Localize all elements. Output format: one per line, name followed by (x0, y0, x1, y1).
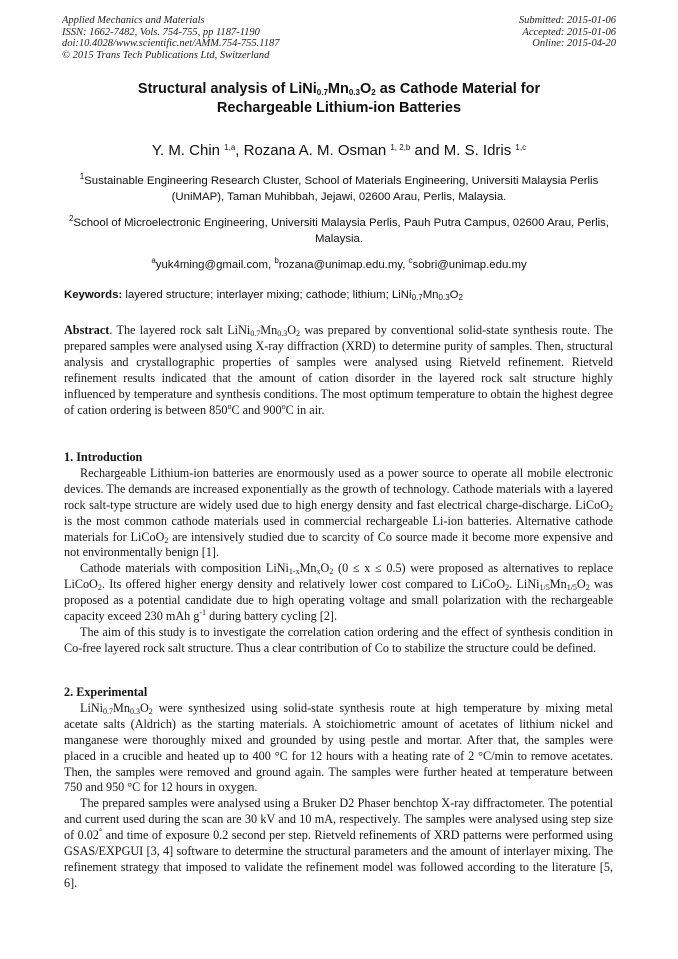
intro-paragraph-3: The aim of this study is to investigate the correlation cation ordering and the effect of synthesis condition in Co-free layered rock salt structure. Thus a clear contribution of Co to stabilize the structure could be defined. (64, 624, 613, 655)
email-b[interactable]: rozana@unimap.edu.my, (278, 259, 409, 271)
journal-name: Applied Mechanics and Materials (62, 15, 205, 26)
date-submitted: Submitted: 2015-01-06 (518, 15, 616, 26)
author-2: , Rozana A. M. Osman (235, 142, 391, 159)
email-c[interactable]: sobri@unimap.edu.my (412, 259, 527, 271)
abstract-paragraph: Abstract. The layered rock salt $LiNi_{0.7}Mn_{0.3}O_2$ was prepared by conventional solid-state synthesis route. The prepared samples were analysed using X-ray diffraction (XRD) to determine purity of samples. Then, structural analysis and crystallographic properties of samples were analysed using Rietveld refinement. Rietveld refinement results indicated that the amount of cation disorder in the layered rock salt structure highly influenced by temperature and synthesis conditions. The most optimum temperature to obtain the highest degree of cation ordering is between 850$^o$C and 900$^o$C in air. (64, 323, 613, 417)
author-list: Y. M. Chin $^{1,a}$, Rozana A. M. Osman $^{1, 2,b}$ and M. S. Idris $^{1,c}$ (151, 142, 527, 159)
author-3: and M. S. Idris (410, 142, 516, 159)
section-heading-experimental: 2. Experimental (64, 685, 148, 699)
journal-copyright: © 2015 Trans Tech Publications Ltd, Switzerland (62, 49, 270, 61)
journal-issn: ISSN: 1662-7482, Vols. 754-755, pp 1187-1190 (62, 26, 260, 38)
section-introduction (64, 450, 613, 657)
intro-paragraph-1: Rechargeable Lithium-ion batteries are enormously used as a power source to operate all mobile electronic devices. The demands are increased exponentially as the growth of technology. Cathode materials with a layered rock salt-type structure are widely used due to high energy density and fast electrical charge-discharge. LiCoO$_2$ is the most common cathode materials used in commercial rechargeable Li-ion batteries. Alternative cathode materials for LiCoO$_2$ are intensively studied due to scarcity of Co source made it become more expensive and not environmentally benign [1]. (64, 465, 614, 560)
affiliation-1: $^1$Sustainable Engineering Research Cluster, School of Materials Engineering, Universiti Malaysia Perlis (UniMAP), Taman Muhibbah, Jejawi, 02600 Arau, Perlis, Malaysia. (79, 172, 599, 203)
publication-dates (519, 15, 616, 50)
section-experimental (64, 685, 613, 892)
date-accepted: Accepted: 2015-01-06 (522, 26, 616, 38)
experimental-paragraph-2: The prepared samples were analysed using a Bruker D2 Phaser benchtop X-ray diffractometer. The potential and current used during the scan are 30 kV and 10 mA, respectively. The samples were analysed using step size of 0.02° and time of exposure 0.2 second per step. Rietveld refinements of XRD patterns were performed using GSAS/EXPGUI [3, 4] software to determine the structural parameters and the amount of interlayer mixing. The refinement strategy that imposed to validate the refinement model was followed according to the literature [5, 6]. (64, 796, 613, 890)
author-1: Y. M. Chin (151, 142, 225, 159)
author-emails: $^a$yuk4ming@gmail.com, $^b$rozana@unimap.edu.my, $^c$sobri@unimap.edu.my (151, 256, 527, 271)
affiliation-2: $^2$School of Microelectronic Engineering, Universiti Malaysia Perlis, Pauh Putra Campus, 02600 Arau, Perlis, Malaysia. (68, 214, 610, 245)
email-a[interactable]: yuk4ming@gmail.com, (155, 259, 275, 271)
section-heading-introduction: 1. Introduction (64, 450, 143, 464)
title-line-1: Structural analysis of $LiNi_{0.7}Mn_{0.3}O_2$ as Cathode Material for (137, 81, 541, 97)
abstract (64, 323, 613, 418)
journal-doi[interactable]: doi:10.4028/www.scientific.net/AMM.754-755.1187 (62, 38, 280, 50)
journal-info (62, 15, 279, 61)
experimental-paragraph-1: $LiNi_{0.7}Mn_{0.3}O_2$ were synthesized using solid-state synthesis route at high temperature by mixing metal acetate salts (Aldrich) as the starting materials. A stoichiometric amount of acetates of lithium nickel and manganese were thoroughly mixed and grounded by using pestle and mortar. After that, the samples were placed in a crucible and heated up to 400 °C for 12 hours with a heating rate of 2 °C/min to remove acetates. Then, the samples were removed and ground again. The samples were further heated at temperature between 750 and 950 °C for 12 hours in oxygen. (64, 700, 613, 795)
title-line-2: Rechargeable Lithium-ion Batteries (216, 100, 462, 116)
date-online: Online: 2015-04-20 (532, 38, 616, 50)
abstract-label: Abstract (64, 323, 110, 337)
keywords-label: Keywords: (64, 289, 123, 301)
paper-title (40, 80, 638, 118)
keywords: Keywords: layered structure; interlayer mixing; cathode; lithium; $LiNi_{0.7}Mn_{0.3}O_2$ (64, 289, 463, 302)
intro-paragraph-2: Cathode materials with composition $LiNi_{1-x}Mn_xO_2$ (0 ≤ x ≤ 0.5) were proposed as alternatives to replace LiCoO$_2$. Its offered higher energy density and relatively lower cost compared to LiCoO$_2$. $LiNi_{1/5}Mn_{1/5}O_2$ was proposed as a potential candidate due to high operating voltage and small polarization with the rechargeable capacity exceed 230 mAh $g^{-1}$ during battery cycling [2]. (64, 561, 613, 624)
